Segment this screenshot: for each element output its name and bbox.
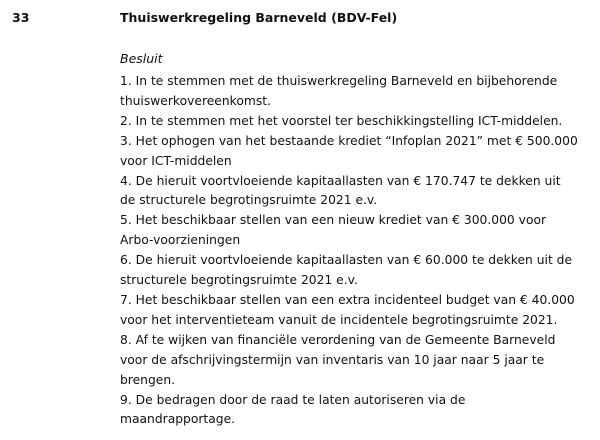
decision-item-6 <box>120 251 590 291</box>
decision-line: 4. De hieruit voortvloeiende kapitaallasten van € 170.747 te dekken uit <box>120 173 561 188</box>
decision-line: 3. Het ophogen van het bestaande krediet “Infoplan 2021” met € 500.000 <box>120 133 578 148</box>
decision-line: 8. Af te wijken van financiële verordening van de Gemeente Barneveld <box>120 332 556 347</box>
decision-item-8 <box>120 331 590 391</box>
decision-item-2 <box>120 112 590 132</box>
decision-line: 5. Het beschikbaar stellen van een nieuw krediet van € 300.000 voor <box>120 213 547 228</box>
decision-heading: Besluit <box>120 51 163 66</box>
decision-list <box>120 72 590 430</box>
decision-line: thuiswerkovereenkomst. <box>120 93 271 108</box>
decision-line: voor de afschrijvingstermijn van inventaris van 10 jaar naar 5 jaar te <box>120 352 545 367</box>
decision-line: voor ICT-middelen <box>120 153 232 168</box>
item-title: Thuiswerkregeling Barneveld (BDV-Fel) <box>120 10 398 25</box>
decision-line: 2. In te stemmen met het voorstel ter beschikkingstelling ICT-middelen. <box>120 113 563 128</box>
decision-item-1 <box>120 72 590 112</box>
decision-line: 1. In te stemmen met de thuiswerkregeling Barneveld en bijbehorende <box>120 74 558 88</box>
decision-line: de structurele begrotingsruimte 2021 e.v. <box>120 193 378 208</box>
decision-line: Arbo-voorzieningen <box>120 233 241 248</box>
decision-line: structurele begrotingsruimte 2021 e.v. <box>120 273 358 288</box>
decision-line: 7. Het beschikbaar stellen van een extra incidenteel budget van € 40.000 <box>120 292 575 307</box>
decision-item-9 <box>120 391 590 431</box>
decision-line: 9. De bedragen door de raad te laten autoriseren via de <box>120 392 466 407</box>
decision-line: brengen. <box>120 372 176 387</box>
decision-item-3 <box>120 132 590 172</box>
decision-line: voor het interventieteam vanuit de incidentele begrotingsruimte 2021. <box>120 312 558 327</box>
decision-line: 6. De hieruit voortvloeiende kapitaallasten van € 60.000 te dekken uit de <box>120 253 573 268</box>
decision-item-4 <box>120 172 590 212</box>
decision-item-7 <box>120 291 590 331</box>
decision-item-5 <box>120 211 590 251</box>
decision-line: maandrapportage. <box>120 412 236 427</box>
item-number: 33 <box>12 10 30 25</box>
